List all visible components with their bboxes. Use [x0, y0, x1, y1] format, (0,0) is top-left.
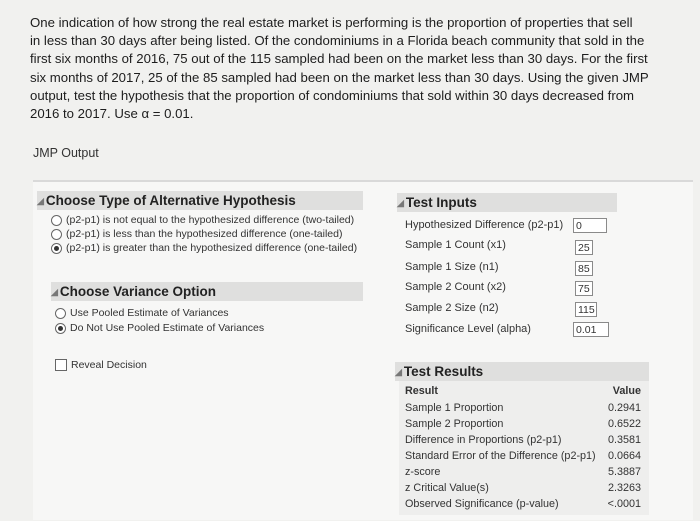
collapse-triangle-icon[interactable]: ◢ — [51, 287, 58, 297]
test-inputs-title: Test Inputs — [405, 195, 477, 210]
input-label-n1: Sample 1 Size (n1) — [405, 261, 499, 273]
collapse-triangle-icon[interactable]: ◢ — [37, 196, 44, 206]
variance-option-label: Use Pooled Estimate of Variances — [70, 307, 229, 319]
radio-button[interactable] — [51, 229, 62, 240]
alt-option-label: (p2-p1) is less than the hypothesized difference (one-tailed) — [66, 228, 343, 240]
results-row-value: 5.3887 — [607, 466, 641, 478]
radio-button[interactable] — [51, 215, 62, 226]
input-n2[interactable]: 115 — [575, 302, 597, 317]
results-row-label: Difference in Proportions (p2-p1) — [405, 434, 562, 446]
checkbox[interactable] — [55, 359, 67, 371]
question-line: first six months of 2016, 75 out of the 115 sampled had been on the market less than 30 days. For the first — [30, 51, 648, 67]
alt-option-label: (p2-p1) is not equal to the hypothesized difference (two-tailed) — [66, 214, 355, 226]
input-x2[interactable]: 75 — [575, 281, 593, 296]
input-label-n2: Sample 2 Size (n2) — [405, 302, 499, 314]
results-row-label: z Critical Value(s) — [405, 482, 489, 494]
radio-button[interactable] — [55, 308, 66, 319]
alt-option-label: (p2-p1) is greater than the hypothesized difference (one-tailed) — [66, 242, 358, 254]
reveal-decision-checkbox[interactable] — [55, 359, 147, 371]
results-row-label: Observed Significance (p-value) — [405, 498, 559, 510]
alt-hypothesis-title: Choose Type of Alternative Hypothesis — [45, 193, 296, 208]
results-col-header-result: Result — [405, 385, 438, 397]
collapse-triangle-icon[interactable]: ◢ — [395, 367, 402, 377]
jmp-output-panel — [33, 180, 693, 520]
variance-title: Choose Variance Option — [59, 284, 216, 299]
results-row-value: 0.3581 — [607, 434, 641, 446]
question-line: 2016 to 2017. Use α = 0.01. — [30, 106, 194, 122]
input-label-x1: Sample 1 Count (x1) — [405, 239, 506, 251]
question-line: One indication of how strong the real estate market is performing is the proportion of properties that sell — [30, 15, 633, 30]
input-alpha[interactable]: 0.01 — [573, 322, 609, 337]
results-row-value: 0.0664 — [607, 450, 641, 462]
results-row-label: Sample 2 Proportion — [405, 418, 504, 430]
alt-option-two-tailed[interactable] — [51, 214, 354, 226]
input-hyp-diff[interactable]: 0 — [573, 218, 607, 233]
test-inputs-header[interactable] — [397, 193, 617, 212]
alt-option-less-than[interactable] — [51, 228, 342, 240]
variance-option-not-pooled[interactable] — [55, 322, 264, 334]
input-n1[interactable]: 85 — [575, 261, 593, 276]
alt-option-greater-than[interactable] — [51, 242, 357, 254]
input-label-x2: Sample 2 Count (x2) — [405, 281, 506, 293]
results-row-label: Standard Error of the Difference (p2-p1) — [405, 450, 596, 462]
reveal-decision-label: Reveal Decision — [71, 359, 147, 371]
question-line: in less than 30 days after being listed. Of the condominiums in a Florida beach community that sold in the — [30, 33, 645, 49]
results-row-value: 0.6522 — [607, 418, 641, 430]
radio-button-selected[interactable] — [51, 243, 62, 254]
variance-option-label: Do Not Use Pooled Estimate of Variances — [70, 322, 265, 334]
results-row-label: Sample 1 Proportion — [405, 402, 504, 414]
test-results-header[interactable] — [395, 362, 649, 381]
alt-hypothesis-header[interactable] — [37, 191, 363, 210]
variance-option-pooled[interactable] — [55, 307, 229, 319]
input-label-alpha: Significance Level (alpha) — [405, 323, 531, 335]
input-label-hyp-diff: Hypothesized Difference (p2-p1) — [405, 219, 564, 231]
results-row-value: 0.2941 — [607, 402, 641, 414]
test-results-table — [399, 381, 649, 515]
radio-button-selected[interactable] — [55, 323, 66, 334]
input-x1[interactable]: 25 — [575, 240, 593, 255]
question-line: output, test the hypothesis that the proportion of condominiums that sold within 30 days decreased from — [30, 87, 635, 103]
question-line: six months of 2017, 25 of the 85 sampled had been on the market less than 30 days. Using the given JMP — [30, 69, 649, 85]
test-results-title: Test Results — [403, 364, 484, 379]
results-row-value: <.0001 — [607, 498, 641, 510]
jmp-output-label: JMP Output — [33, 146, 99, 160]
variance-header[interactable] — [51, 282, 363, 301]
collapse-triangle-icon[interactable]: ◢ — [397, 198, 404, 208]
results-row-label: z-score — [405, 466, 441, 478]
question-text — [30, 14, 690, 123]
results-row-value: 2.3263 — [607, 482, 641, 494]
results-col-header-value: Value — [612, 385, 641, 397]
